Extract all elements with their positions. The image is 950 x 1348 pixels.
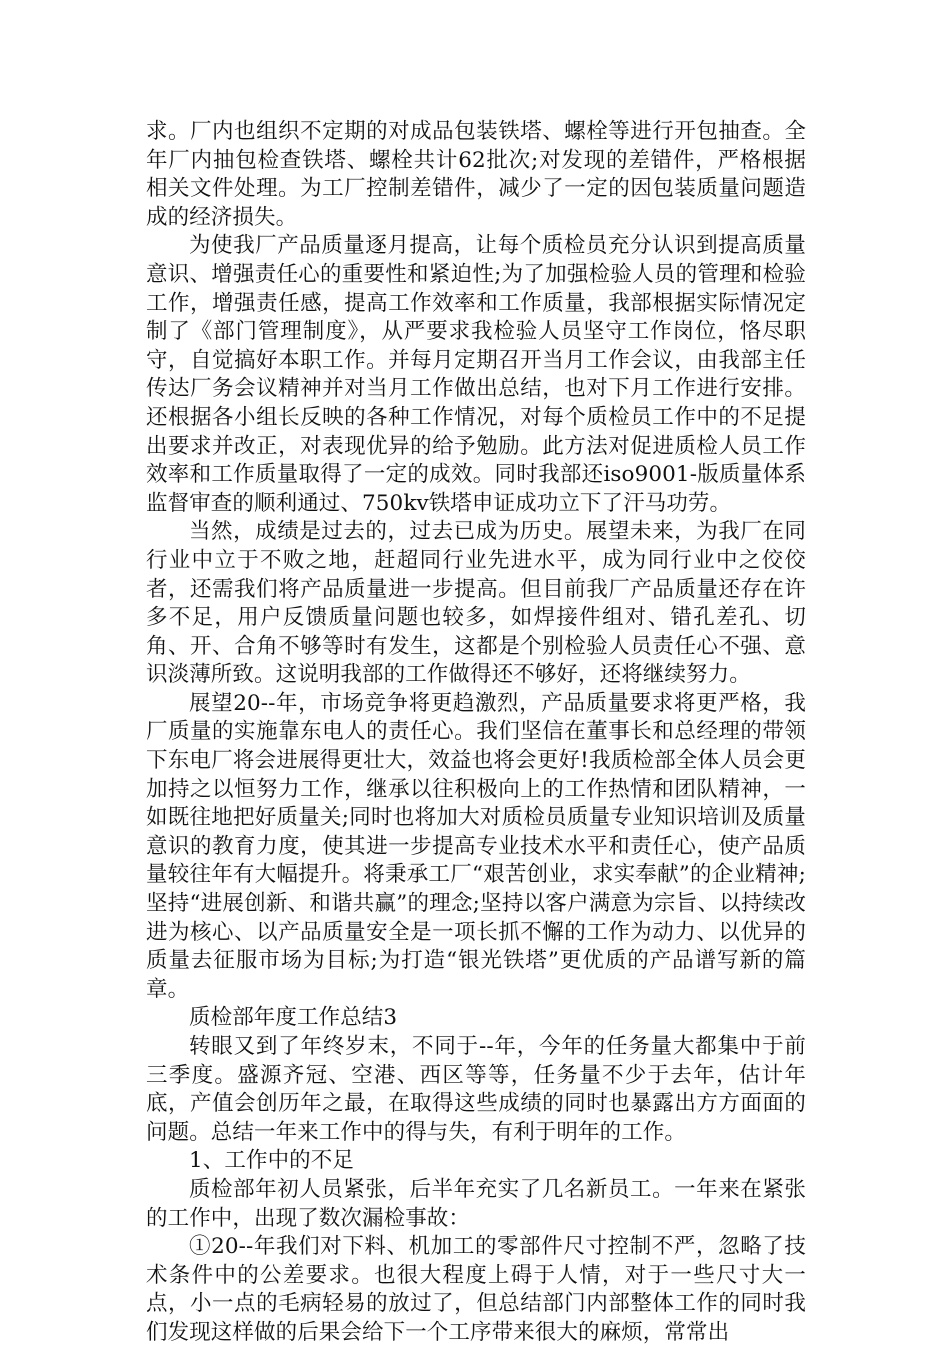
paragraph-next-year-outlook: 展望20--年，市场竞争将更趋激烈，产品质量要求将更严格，我厂质量的实施靠东电人的责任心。我们坚信在董事长和总经理的带领下东电厂将会进展得更壮大，效益也将会更好!我质检部全体人员会更加持之以恒努力工作，继承以往积极向上的工作热情和团队精神，一如既往地把好质量关;同时也将加大对质检员质量专业知识培训及质量意识的教育力度，使其进一步提高专业技术水平和责任心，使产品质量较往年有大幅提升。将秉承工厂“艰苦创业，求实奉献”的企业精神;坚持“进展创新、和谐共赢”的理念;坚持以客户满意为宗旨、以持续改进为核心、以产品质量安全是一项长抓不懈的工作为动力、以优异的质量去征服市场为目标;为打造“银光铁塔”更优质的产品谱写新的篇章。	[146, 690, 806, 1002]
paragraph-item-1: ①20--年我们对下料、机加工的零部件尺寸控制不严，忽略了技术条件中的公差要求。也很大程度上碍于人情，对于一些尺寸大一点，小一点的毛病轻易的放过了，但总结部门内部整体工作的同时我们发现这样做的后果会给下一个工序带来很大的麻烦，常常出	[146, 1234, 806, 1345]
paragraph-quality-management: 为使我厂产品质量逐月提高，让每个质检员充分认识到提高质量意识、增强责任心的重要性和紧迫性;为了加强检验人员的管理和检验工作，增强责任感，提高工作效率和工作质量，我部根据实际情况定制了《部门管理制度》，从严要求我检验人员坚守工作岗位，恪尽职守，自觉搞好本职工作。并每月定期召开当月工作会议，由我部主任传达厂务会议精神并对当月工作做出总结，也对下月工作进行安排。还根据各小组长反映的各种工作情况，对每个质检员工作中的不足提出要求并改正，对表现优异的给予勉励。此方法对促进质检人员工作效率和工作质量取得了一定的成效。同时我部还iso9001-版质量体系监督审查的顺利通过、750kv铁塔申证成功立下了汗马功劳。	[146, 233, 806, 516]
paragraph-outlook-shortcomings: 当然，成绩是过去的，过去已成为历史。展望未来，为我厂在同行业中立于不败之地，赶超同行业先进水平，成为同行业中之佼佼者，还需我们将产品质量进一步提高。但目前我厂产品质量还存在许多不足，用户反馈质量问题也较多，如焊接件组对、错孔差孔、切角、开、合角不够等时有发生，这都是个别检验人员责任心不强、意识淡薄所致。这说明我部的工作做得还不够好，还将继续努力。	[146, 519, 806, 688]
section-heading-summary-3: 质检部年度工作总结3	[189, 1005, 398, 1031]
paragraph-continuation: 求。厂内也组织不定期的对成品包装铁塔、螺栓等进行开包抽查。全年厂内抽包检查铁塔、螺栓共计62批次;对发现的差错件，严格根据相关文件处理。为工厂控制差错件，减少了一定的因包装质量问题造成的经济损失。	[146, 119, 806, 230]
subheading-work-shortcomings: 1、工作中的不足	[189, 1148, 354, 1174]
document-page	[146, 118, 806, 1348]
paragraph-staffing: 质检部年初人员紧张，后半年充实了几名新员工。一年来在紧张的工作中，出现了数次漏检事故：	[146, 1176, 806, 1231]
paragraph-year-end-intro: 转眼又到了年终岁末，不同于--年，今年的任务量大都集中于前三季度。盛源齐冠、空港、西区等等，任务量不少于去年，估计年底，产值会创历年之最，在取得这些成绩的同时也暴露出方方面面的问题。总结一年来工作中的得与失，有利于明年的工作。	[146, 1034, 806, 1145]
